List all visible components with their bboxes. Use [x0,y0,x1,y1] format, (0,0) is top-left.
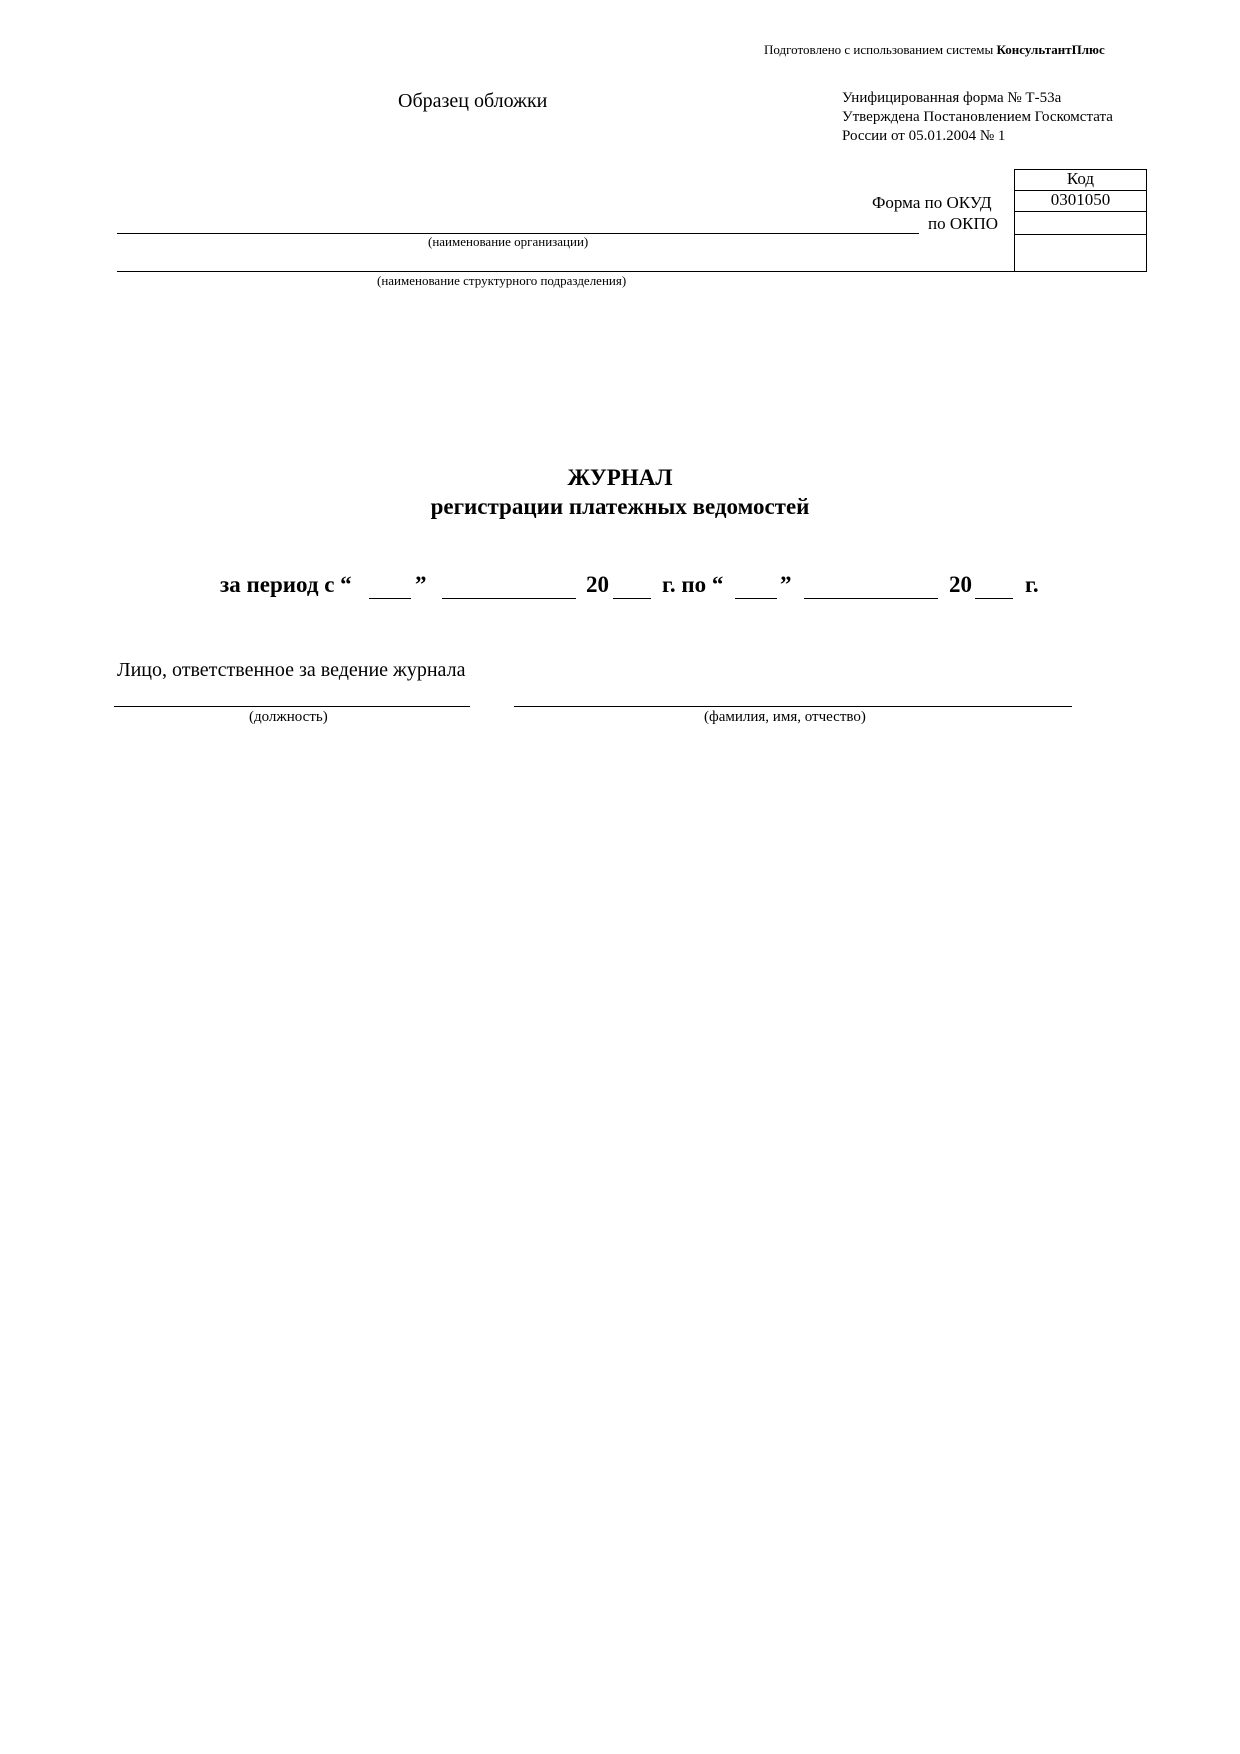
responsible-label: Лицо, ответственное за ведение журнала [117,659,466,681]
okud-value-cell[interactable]: 0301050 [1014,190,1147,212]
cover-label: Образец обложки [398,90,548,112]
full-name-line[interactable] [514,706,1072,707]
period-end-month-line[interactable] [804,598,938,599]
position-line[interactable] [114,706,470,707]
period-prefix: за период с “ [220,572,352,597]
department-caption: (наименование структурного подразделения) [377,273,627,288]
department-line[interactable] [117,271,1014,272]
period-year-prefix2: 20 [949,572,972,597]
okud-label: Форма по ОКУД [872,193,992,212]
form-info-line3: России от 05.01.2004 № 1 [842,128,1006,144]
prepared-brand: КонсультантПлюс [996,42,1105,57]
form-info-line2: Утверждена Постановлением Госкомстата [842,109,1113,125]
period-to: г. по “ [662,572,724,597]
journal-subtitle: регистрации платежных ведомостей [430,494,810,519]
period-year-prefix: 20 [586,572,609,597]
prepared-prefix: Подготовлено с использованием системы [764,42,997,57]
period-end-day-line[interactable] [735,598,777,599]
okpo-label: по ОКПО [928,214,999,233]
period-end-year-line[interactable] [975,598,1013,599]
period-start-month-line[interactable] [442,598,576,599]
period-start-day-line[interactable] [369,598,411,599]
prepared-note [764,42,1105,58]
form-info-line1: Унифицированная форма № Т-53а [842,90,1062,106]
organization-caption: (наименование организации) [428,234,589,249]
position-caption: (должность) [249,709,328,725]
period-quote-close2: ” [780,572,792,597]
department-code-cell[interactable] [1014,234,1147,272]
codes-header-cell: Код [1014,169,1147,191]
period-quote-close: ” [415,572,427,597]
okpo-value-cell[interactable] [1014,211,1147,235]
period-end: г. [1025,572,1039,597]
journal-title: ЖУРНАЛ [567,465,673,490]
full-name-caption: (фамилия, имя, отчество) [704,709,866,725]
period-start-year-line[interactable] [613,598,651,599]
